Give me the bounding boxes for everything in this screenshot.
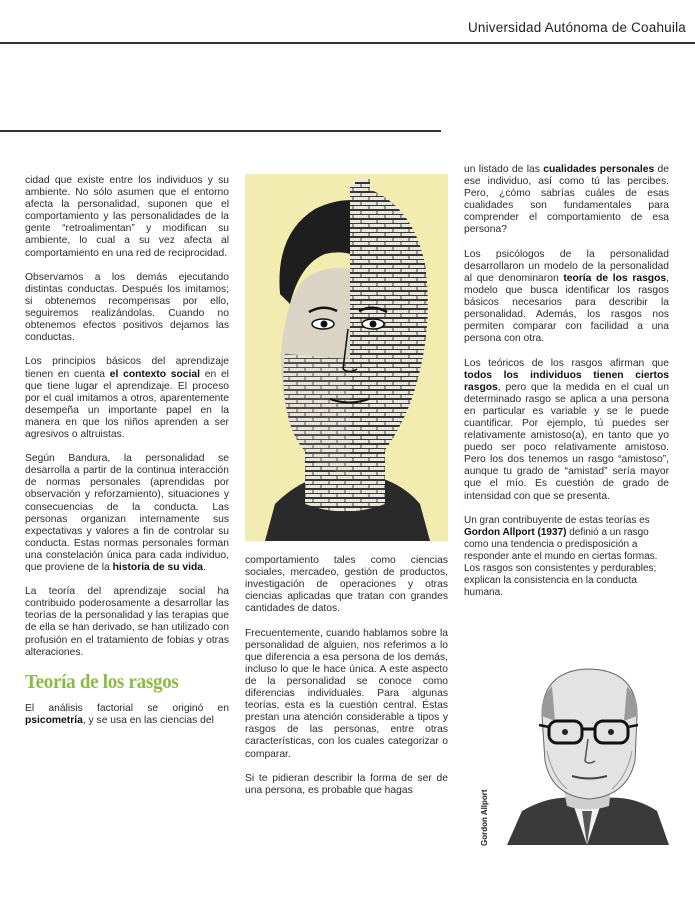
text-column-2: [245, 555, 448, 809]
paragraph: [464, 249, 669, 346]
gordon-allport-portrait: [497, 661, 672, 845]
paragraph: cidad que existe entre los individuos y su ambiente. No sólo asumen que el entorno afecta la personalidad, suponen que el comportamiento y las personalidades de la gente “retroalimentan” y modifican su ambiente, lo cual a su vez afecta al comportamiento en una red de reciprocidad.: [25, 175, 229, 259]
text: definió a un rasgo como una tendencia o predisposición a responder ante el mundo en ciertas formas. Los rasgos son consistentes y perdurables; explican la consistencia en la conducta humana.: [464, 526, 658, 598]
bold-term: teoría de los rasgos: [563, 272, 667, 284]
header-rule: [0, 42, 695, 44]
paragraph: [464, 515, 669, 599]
page-header-title: Universidad Autónoma de Coahuila: [467, 20, 686, 35]
text: un listado de las: [464, 164, 544, 175]
section-heading: Teoría de los rasgos: [25, 670, 179, 693]
text: , y se usa en las ciencias del: [82, 714, 214, 726]
bold-term: el contexto social: [109, 368, 200, 380]
text: El análisis factorial se originó en: [25, 702, 229, 714]
text: Los psicólogos de la personalidad desarrollaron un modelo de la personalidad al que denominaron: [464, 248, 669, 284]
paragraph: [464, 164, 669, 237]
text: Los teóricos de los rasgos afirman que: [464, 357, 669, 369]
paragraph: [464, 358, 669, 503]
section-rule: [0, 130, 441, 132]
portrait-caption: Gordon Allport: [480, 789, 489, 846]
text: en el que tiene lugar el aprendizaje. El proceso por el cual imitamos a otros, aparentemente desempeña un importante papel en la manera en que los niños aprenden a ser agresivos o altruistas.: [25, 368, 229, 440]
text-column-3: [464, 164, 669, 611]
brick-face-illustration: [245, 174, 448, 541]
text: Los principios básicos del aprendizaje tienen en cuenta: [25, 356, 229, 380]
text: .: [203, 562, 206, 573]
paragraph: [25, 703, 229, 727]
paragraph: comportamiento tales como ciencias sociales, mercadeo, gestión de productos, investigación de operaciones y otras ciencias aplicadas que tratan con grandes cantidades de datos.: [245, 555, 448, 615]
text-column-1: [25, 175, 229, 739]
paragraph: [25, 356, 229, 441]
paragraph: [25, 453, 229, 574]
paragraph: Observamos a los demás ejecutando distintas conductas. Después los imitamos; si obtenemos recompensas por ello, seguiremos realizándolas. Cuando no obtenemos efectos positivos dejamos las conductas.: [25, 271, 229, 344]
bold-term: cualidades personales: [543, 164, 655, 175]
text: Según Bandura, la personalidad se desarrolla a partir de la continua interacción de normas personales (aprendidas por observación y reforzamiento), situaciones y consecuencias de la conducta. Las personas organizan internamente sus expectativas y valores a fin de controlar su conducta. Estas normas personales forman una constelación única para cada individuo, que proviene de la: [25, 453, 229, 573]
text: , pero que la medida en el cual un determinado rasgo se aplica a una persona en particular es variable y se le puede cuantificar. Por ejemplo, tú puedes ser relativamente amistoso(a), en tanto que yo puedo ser poco relativamente amistoso. Pero los dos tenemos un rasgo “amistoso”, aunque tu grado de “amistad” sería mayor que el mío. Es cuestión de grado de intensidad con que se presenta.: [464, 381, 669, 502]
text: , modelo que busca identificar los rasgos básicos necesarios para describir la personalidad. Además, los rasgos nos permiten comparar con facilidad a una persona con otra.: [464, 272, 669, 345]
paragraph: Frecuentemente, cuando hablamos sobre la personalidad de alguien, nos referimos a lo que diferencia a esa persona de los demás, incluso lo que le hace única. A este aspecto de la personalidad se conoce como diferencias individuales. Para algunas teorías, esta es la cuestión central. Éstas prestan una atención considerable a tipos y rasgos de las personas, entre otras características, con los cuales categorizar o comparar.: [245, 627, 448, 760]
bold-term: psicometría: [25, 714, 83, 726]
paragraph: La teoría del aprendizaje social ha contribuido poderosamente a desarrollar las teorías de la personalidad y las terapias que de ella se han derivado, se han utilizado con profusión en el tratamiento de fobias y otras alteraciones.: [25, 586, 229, 658]
text: de ese individuo, así como tú las percibes. Pero, ¿cómo sabrías cuáles de esas cualidades son fundamentales para comprender el comportamiento de esa persona?: [464, 164, 669, 236]
bold-term: historia de su vida: [112, 562, 204, 573]
bold-term: todos los individuos tienen ciertos rasgos: [464, 369, 669, 393]
bold-term: Gordon Allport (1937): [464, 526, 567, 538]
paragraph: Si te pidieran describir la forma de ser de una persona, es probable que hagas: [245, 772, 448, 796]
text: Un gran contribuyente de estas teorías es: [464, 514, 650, 526]
